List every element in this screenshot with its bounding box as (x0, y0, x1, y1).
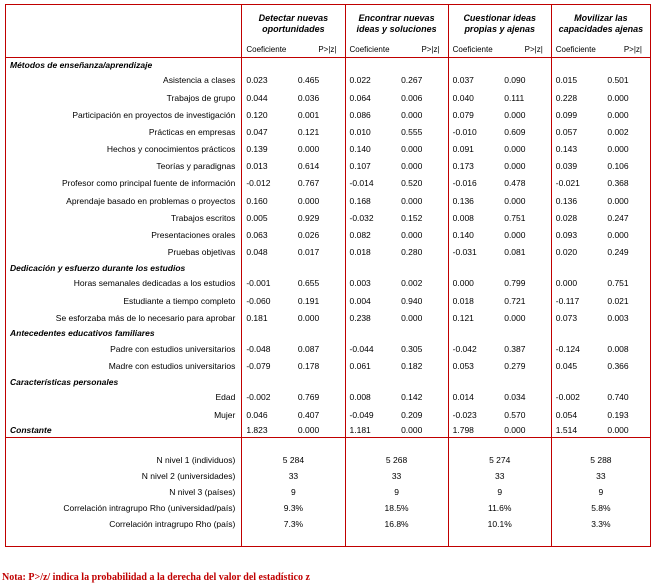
stat-row (6, 484, 651, 500)
empty-cell (345, 532, 448, 547)
coef-value: -0.021 (551, 175, 603, 192)
pvalue-value: 0.279 (504, 361, 526, 372)
empty-cell (242, 261, 294, 275)
pvalue-value: 0.465 (297, 75, 320, 86)
pvalue-value: 0.152 (401, 212, 423, 223)
pvalue-value: 0.000 (504, 230, 526, 241)
coef-value: 0.143 (551, 141, 603, 158)
coef-value: 0.037 (448, 72, 500, 89)
table-row (6, 406, 651, 423)
empty-cell (345, 327, 397, 341)
pvalue-value: 0.940 (401, 295, 423, 306)
coef-value: 0.079 (448, 106, 500, 123)
empty-cell (242, 532, 345, 547)
coef-value: 0.228 (551, 89, 603, 106)
coef-value: 0.136 (551, 192, 603, 209)
coef-value: 1.798 (448, 423, 500, 438)
pvalue-value: 0.280 (401, 247, 423, 258)
table-row (6, 389, 651, 406)
coef-value: 0.140 (345, 141, 397, 158)
coef-value: 0.160 (242, 192, 294, 209)
stat-value: 9 (242, 484, 345, 500)
table-row (6, 158, 651, 175)
coef-header: Coeficiente (242, 43, 294, 58)
coef-value: -0.124 (551, 341, 603, 358)
coef-value: 0.045 (551, 358, 603, 375)
pvalue-header: P>|z| (397, 43, 448, 58)
empty-cell (500, 58, 551, 73)
empty-cell (294, 261, 345, 275)
stat-value: 33 (242, 468, 345, 484)
table-row (6, 124, 651, 141)
table-row (6, 227, 651, 244)
empty-cell (294, 58, 345, 73)
section-title: Características personales (10, 376, 119, 387)
stat-row (6, 500, 651, 516)
coef-value: 0.020 (551, 244, 603, 261)
subheader-blank (6, 43, 242, 58)
pvalue-value: 0.000 (401, 312, 423, 323)
section-header-row (6, 327, 651, 341)
pvalue-value: 0.740 (607, 392, 629, 403)
empty-cell (500, 327, 551, 341)
pvalue-value: 0.000 (504, 312, 526, 323)
stat-value: 16.8% (345, 516, 448, 532)
empty-cell (242, 327, 294, 341)
coef-value: 0.139 (242, 141, 294, 158)
empty-cell (242, 58, 294, 73)
stat-value: 9 (345, 484, 448, 500)
constant-label: Constante (6, 423, 242, 438)
stat-row (6, 516, 651, 532)
pvalue-value: 0.000 (401, 230, 423, 241)
empty-cell (397, 375, 448, 389)
coef-value: 0.061 (345, 358, 397, 375)
stat-value: 5 288 (551, 452, 650, 468)
empty-cell (603, 375, 650, 389)
pvalue-value: 0.655 (297, 278, 320, 289)
coef-value: 0.063 (242, 227, 294, 244)
coef-value: 0.028 (551, 210, 603, 227)
pvalue-value: 0.555 (401, 126, 423, 137)
pvalue-value: 0.000 (401, 144, 423, 155)
pvalue-value: 0.000 (504, 144, 526, 155)
empty-cell (294, 327, 345, 341)
pvalue-value: 0.407 (297, 409, 320, 420)
coef-value: -0.002 (242, 389, 294, 406)
stat-label: N nivel 2 (universidades) (141, 471, 236, 482)
coef-value: -0.117 (551, 292, 603, 309)
coef-value: 0.018 (448, 292, 500, 309)
empty-cell (242, 375, 294, 389)
stat-row (6, 452, 651, 468)
row-label: Asistencia a clases (163, 75, 236, 86)
pvalue-value: 0.305 (401, 343, 423, 354)
pvalue-value: 0.000 (603, 423, 650, 438)
stat-value: 5 268 (345, 452, 448, 468)
pvalue-value: 0.000 (401, 195, 423, 206)
coef-header: Coeficiente (448, 43, 500, 58)
empty-cell (448, 532, 551, 547)
pvalue-value: 0.570 (504, 409, 526, 420)
coef-value: 0.057 (551, 124, 603, 141)
empty-cell (345, 438, 448, 453)
pvalue-value: 0.249 (607, 247, 629, 258)
coef-value: -0.001 (242, 275, 294, 292)
table-row (6, 141, 651, 158)
coef-value: -0.042 (448, 341, 500, 358)
stat-value: 3.3% (551, 516, 650, 532)
stat-label: Correlación intragrupo Rho (país) (109, 519, 236, 530)
empty-cell (551, 375, 603, 389)
coef-value: 0.053 (448, 358, 500, 375)
pvalue-value: 0.090 (504, 75, 526, 86)
pvalue-value: 0.121 (297, 126, 320, 137)
coef-value: 0.136 (448, 192, 500, 209)
coef-value: 0.023 (242, 72, 294, 89)
coef-value: 0.010 (345, 124, 397, 141)
coef-value: 0.238 (345, 309, 397, 326)
pvalue-value: 0.178 (297, 361, 320, 372)
coef-value: 0.046 (242, 406, 294, 423)
empty-cell (551, 327, 603, 341)
row-label: Teorías y paradignas (156, 161, 236, 172)
pvalue-value: 0.000 (294, 423, 345, 438)
coef-value: 0.140 (448, 227, 500, 244)
coef-value: 0.008 (345, 389, 397, 406)
empty-cell (345, 375, 397, 389)
stat-label: N nivel 1 (individuos) (156, 455, 236, 466)
pvalue-value: 0.609 (504, 126, 526, 137)
coef-value: 1.181 (345, 423, 397, 438)
pvalue-value: 0.087 (297, 343, 320, 354)
pvalue-value: 0.182 (401, 361, 423, 372)
pvalue-value: 0.478 (504, 178, 526, 189)
row-label: Prácticas en empresas (148, 126, 236, 137)
coef-header: Coeficiente (345, 43, 397, 58)
group-title: Detectar nuevas oportunidades (242, 5, 345, 44)
table-row (6, 275, 651, 292)
coef-value: 0.040 (448, 89, 500, 106)
section-title: Dedicación y esfuerzo durante los estudios (10, 262, 186, 273)
coef-value: 0.086 (345, 106, 397, 123)
pvalue-value: 0.000 (297, 144, 320, 155)
pvalue-value: 0.751 (607, 278, 629, 289)
pvalue-value: 0.000 (607, 109, 629, 120)
table-row (6, 192, 651, 209)
empty-cell (551, 58, 603, 73)
empty-cell (6, 532, 242, 547)
coef-value: -0.079 (242, 358, 294, 375)
coef-value: 0.022 (345, 72, 397, 89)
table-row (6, 175, 651, 192)
empty-cell (551, 532, 650, 547)
coef-value: 1.823 (242, 423, 294, 438)
empty-cell (6, 438, 242, 453)
group-title: Movilizar las capacidades ajenas (551, 5, 650, 44)
row-label: Se esforzaba más de lo necesario para aprobar (55, 312, 236, 323)
coef-value: 0.000 (448, 275, 500, 292)
pvalue-header: P>|z| (603, 43, 650, 58)
coef-value: -0.014 (345, 175, 397, 192)
pvalue-value: 0.000 (500, 423, 551, 438)
header-blank (6, 5, 242, 44)
coef-value: 0.121 (448, 309, 500, 326)
stat-value: 9.3% (242, 500, 345, 516)
coef-value: 0.015 (551, 72, 603, 89)
stat-value: 33 (448, 468, 551, 484)
regression-table (5, 4, 651, 547)
pvalue-value: 0.209 (401, 409, 423, 420)
empty-cell (551, 261, 603, 275)
coef-value: 0.047 (242, 124, 294, 141)
row-label: Profesor como principal fuente de información (61, 178, 236, 189)
coef-value: 1.514 (551, 423, 603, 438)
table-row (6, 89, 651, 106)
row-label: Pruebas objetivas (167, 247, 236, 258)
empty-cell (448, 438, 551, 453)
empty-cell (448, 327, 500, 341)
pvalue-value: 0.247 (607, 212, 629, 223)
coef-value: 0.091 (448, 141, 500, 158)
stat-label: N nivel 3 (países) (169, 487, 236, 498)
empty-cell (397, 261, 448, 275)
pvalue-value: 0.036 (297, 92, 320, 103)
coef-value: 0.093 (551, 227, 603, 244)
table-row (6, 341, 651, 358)
empty-cell (397, 58, 448, 73)
row-label: Estudiante a tiempo completo (123, 295, 236, 306)
stat-value: 5 274 (448, 452, 551, 468)
coef-value: 0.044 (242, 89, 294, 106)
table-row (6, 358, 651, 375)
pvalue-value: 0.000 (607, 92, 629, 103)
pvalue-value: 0.267 (401, 75, 423, 86)
row-label: Madre con estudios universitarios (108, 361, 236, 372)
empty-cell (448, 261, 500, 275)
stat-value: 9 (551, 484, 650, 500)
stat-value: 33 (345, 468, 448, 484)
stat-value: 9 (448, 484, 551, 500)
pvalue-value: 0.008 (607, 343, 629, 354)
table-row (6, 244, 651, 261)
row-label: Presentaciones orales (151, 230, 236, 241)
coef-value: -0.016 (448, 175, 500, 192)
coef-value: 0.048 (242, 244, 294, 261)
pvalue-value: 0.501 (607, 75, 629, 86)
stat-label: Correlación intragrupo Rho (universidad/país) (63, 503, 236, 514)
table-row (6, 72, 651, 89)
pvalue-value: 0.003 (607, 312, 629, 323)
coef-value: -0.060 (242, 292, 294, 309)
table-row (6, 210, 651, 227)
stat-value: 5 284 (242, 452, 345, 468)
pvalue-value: 0.000 (607, 195, 629, 206)
row-label: Aprendaje basado en problemas o proyectos (66, 195, 236, 206)
pvalue-value: 0.751 (504, 212, 526, 223)
pvalue-value: 0.034 (504, 392, 526, 403)
pvalue-value: 0.017 (297, 247, 320, 258)
pvalue-value: 0.799 (504, 278, 526, 289)
pvalue-value: 0.193 (607, 409, 629, 420)
coef-value: 0.181 (242, 309, 294, 326)
group-header-row (6, 5, 651, 44)
coef-value: 0.082 (345, 227, 397, 244)
coef-value: 0.064 (345, 89, 397, 106)
empty-cell (242, 438, 345, 453)
footnote: Nota: P>/z/ indica la probabilidad a la derecha del valor del estadístico z (2, 572, 310, 583)
pvalue-value: 0.000 (504, 195, 526, 206)
coef-value: 0.004 (345, 292, 397, 309)
pvalue-value: 0.387 (504, 343, 526, 354)
empty-cell (345, 261, 397, 275)
section-header-row (6, 375, 651, 389)
pvalue-value: 0.000 (607, 144, 629, 155)
section-header-row (6, 261, 651, 275)
row-label: Hechos y conocimientos prácticos (106, 144, 236, 155)
pvalue-value: 0.002 (401, 278, 423, 289)
pvalue-value: 0.520 (401, 178, 423, 189)
pvalue-value: 0.614 (297, 161, 320, 172)
empty-cell (603, 261, 650, 275)
pvalue-value: 0.769 (297, 392, 320, 403)
row-label: Trabajos de grupo (166, 92, 236, 103)
pvalue-value: 0.929 (297, 212, 320, 223)
coef-value: 0.014 (448, 389, 500, 406)
coef-value: -0.012 (242, 175, 294, 192)
spacer-row (6, 532, 651, 547)
pvalue-value: 0.002 (607, 126, 629, 137)
pvalue-value: 0.721 (504, 295, 526, 306)
empty-cell (603, 58, 650, 73)
group-title: Cuestionar ideas propias y ajenas (448, 5, 551, 44)
pvalue-value: 0.000 (504, 109, 526, 120)
pvalue-value: 0.368 (607, 178, 629, 189)
pvalue-value: 0.001 (297, 109, 320, 120)
coef-value: 0.099 (551, 106, 603, 123)
stat-row (6, 468, 651, 484)
coef-value: -0.031 (448, 244, 500, 261)
stat-value: 7.3% (242, 516, 345, 532)
stat-value: 33 (551, 468, 650, 484)
stat-value: 18.5% (345, 500, 448, 516)
coef-value: 0.039 (551, 158, 603, 175)
row-label: Padre con estudios universitarios (110, 343, 236, 354)
table-row (6, 292, 651, 309)
pvalue-value: 0.767 (297, 178, 320, 189)
coef-value: -0.044 (345, 341, 397, 358)
pvalue-value: 0.026 (297, 230, 320, 241)
coef-value: 0.018 (345, 244, 397, 261)
row-label: Edad (215, 392, 236, 403)
constant-row (6, 423, 651, 438)
coef-value: -0.002 (551, 389, 603, 406)
empty-cell (448, 58, 500, 73)
empty-cell (345, 58, 397, 73)
pvalue-value: 0.021 (607, 295, 629, 306)
pvalue-value: 0.000 (397, 423, 448, 438)
pvalue-value: 0.106 (607, 161, 629, 172)
pvalue-value: 0.191 (297, 295, 320, 306)
empty-cell (397, 327, 448, 341)
coef-value: -0.023 (448, 406, 500, 423)
row-label: Trabajos escritos (170, 212, 236, 223)
coef-value: 0.000 (551, 275, 603, 292)
coef-value: 0.008 (448, 210, 500, 227)
pvalue-header: P>|z| (500, 43, 551, 58)
pvalue-value: 0.111 (504, 92, 525, 103)
pvalue-value: 0.000 (504, 161, 526, 172)
pvalue-value: 0.000 (401, 161, 423, 172)
coef-value: 0.168 (345, 192, 397, 209)
row-label: Horas semanales dedicadas a los estudios (73, 278, 236, 289)
coef-header: Coeficiente (551, 43, 603, 58)
table-row (6, 309, 651, 326)
pvalue-header: P>|z| (294, 43, 345, 58)
coef-value: 0.173 (448, 158, 500, 175)
stat-value: 5.8% (551, 500, 650, 516)
section-title: Métodos de enseñanza/aprendizaje (10, 59, 153, 70)
stat-value: 11.6% (448, 500, 551, 516)
coef-value: 0.005 (242, 210, 294, 227)
row-label: Mujer (214, 409, 236, 420)
pvalue-value: 0.142 (401, 392, 423, 403)
empty-cell (551, 438, 650, 453)
pvalue-value: 0.366 (607, 361, 629, 372)
coef-value: 0.054 (551, 406, 603, 423)
pvalue-value: 0.000 (401, 109, 423, 120)
coef-value: -0.032 (345, 210, 397, 227)
empty-cell (603, 327, 650, 341)
empty-cell (500, 375, 551, 389)
coef-value: -0.048 (242, 341, 294, 358)
table-row (6, 106, 651, 123)
coef-value: -0.010 (448, 124, 500, 141)
empty-cell (294, 375, 345, 389)
group-title: Encontrar nuevas ideas y soluciones (345, 5, 448, 44)
coef-value: 0.073 (551, 309, 603, 326)
empty-cell (448, 375, 500, 389)
row-label: Participación en proyectos de investigación (72, 109, 236, 120)
coef-value: 0.013 (242, 158, 294, 175)
pvalue-value: 0.000 (297, 312, 320, 323)
pvalue-value: 0.000 (607, 230, 629, 241)
coef-value: 0.120 (242, 106, 294, 123)
stat-value: 10.1% (448, 516, 551, 532)
section-title: Antecedentes educativos familiares (10, 328, 155, 339)
coef-value: -0.049 (345, 406, 397, 423)
empty-cell (500, 261, 551, 275)
coef-value: 0.107 (345, 158, 397, 175)
pvalue-value: 0.006 (401, 92, 423, 103)
spacer-row (6, 438, 651, 453)
coef-value: 0.003 (345, 275, 397, 292)
section-header-row (6, 58, 651, 73)
pvalue-value: 0.000 (297, 195, 320, 206)
column-subheader-row (6, 43, 651, 58)
pvalue-value: 0.081 (504, 247, 526, 258)
